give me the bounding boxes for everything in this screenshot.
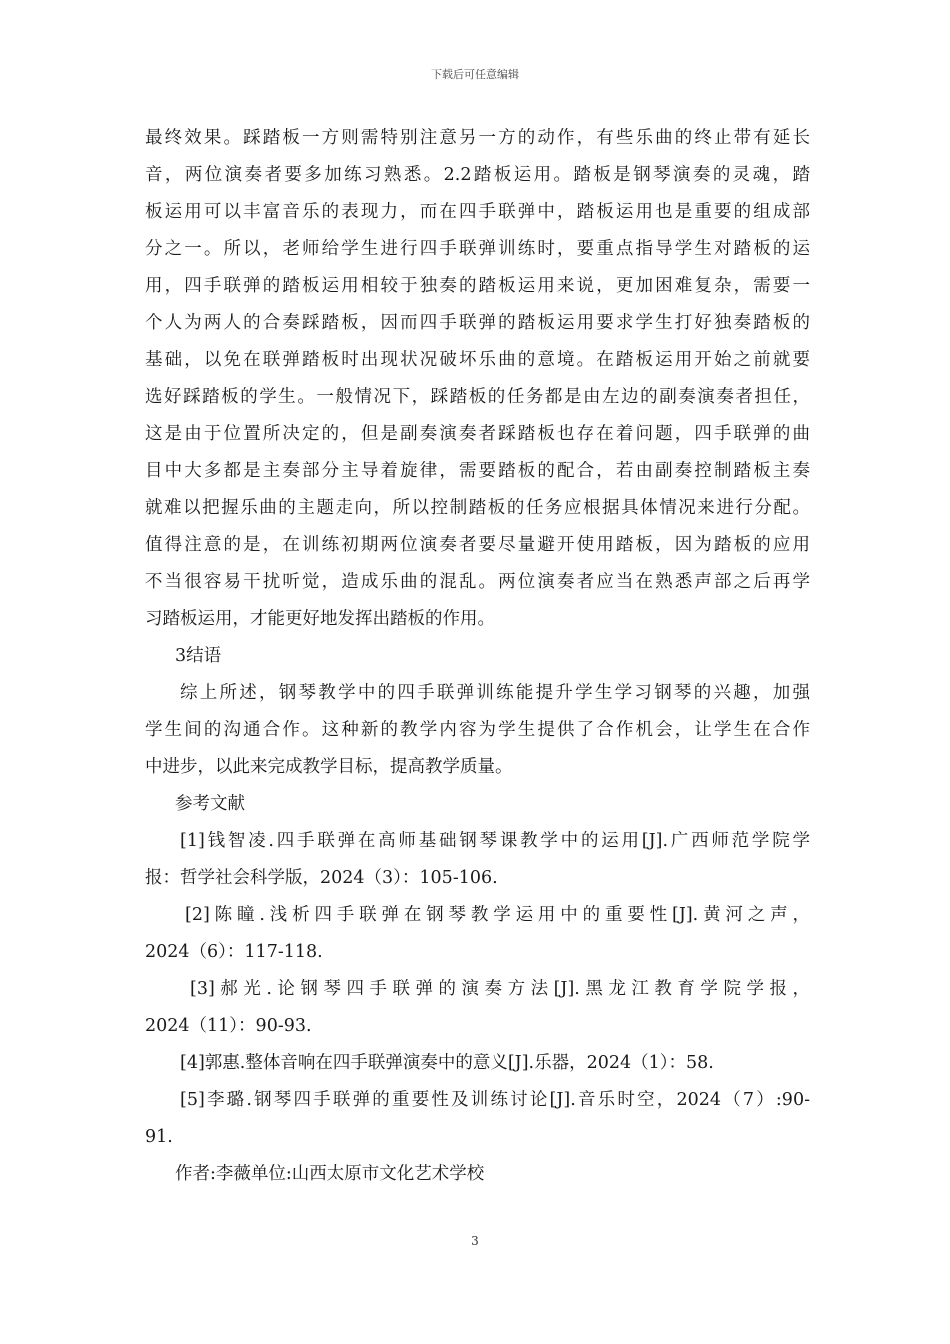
text-line: 中进步，以此来完成教学目标，提高教学质量。 (145, 757, 513, 777)
reference-line: [4]郭惠.整体音响在四手联弹演奏中的意义[J].乐器，2024（1）：58. (180, 1053, 714, 1073)
page-header: 下载后可任意编辑 (431, 68, 519, 81)
text-line: 板运用可以丰富音乐的表现力，而在四手联弹中，踏板运用也是重要的组成部 (145, 202, 810, 222)
reference-line: 报：哲学社会科学版，2024（3）：105-106. (145, 868, 498, 888)
section-heading-conclusion: 3结语 (175, 646, 222, 666)
paragraph-conclusion (145, 675, 810, 786)
reference-item (145, 897, 810, 971)
reference-item (145, 971, 810, 1045)
text-line: 选好踩踏板的学生。一般情况下，踩踏板的任务都是由左边的副奏演奏者担任， (145, 387, 810, 407)
text-line: 分之一。所以，老师给学生进行四手联弹训练时，要重点指导学生对踏板的运 (145, 239, 810, 259)
reference-list (145, 823, 810, 1156)
section-heading-references: 参考文献 (175, 794, 245, 814)
text-line: 音，两位演奏者要多加练习熟悉。2.2踏板运用。踏板是钢琴演奏的灵魂，踏 (145, 165, 810, 185)
reference-item (145, 1082, 810, 1156)
text-line: 目中大多都是主奏部分主导着旋律，需要踏板的配合，若由副奏控制踏板主奏 (145, 461, 810, 481)
text-line: 学生间的沟通合作。这种新的教学内容为学生提供了合作机会，让学生在合作 (145, 720, 810, 740)
document-body (145, 120, 810, 1193)
text-line: 个人为两人的合奏踩踏板，因而四手联弹的踏板运用要求学生打好独奏踏板的 (145, 313, 810, 333)
reference-line: [3]郝光.论钢琴四手联弹的演奏方法[J].黑龙江教育学院学报， (190, 979, 810, 999)
text-line: 这是由于位置所决定的，但是副奏演奏者踩踏板也存在着问题，四手联弹的曲 (145, 424, 810, 444)
text-line: 用，四手联弹的踏板运用相较于独奏的踏板运用来说，更加困难复杂，需要一 (145, 276, 810, 296)
author-affiliation: 作者:李薇单位:山西太原市文化艺术学校 (175, 1164, 485, 1184)
text-line: 最终效果。踩踏板一方则需特别注意另一方的动作，有些乐曲的终止带有延长 (145, 128, 810, 148)
text-line: 就难以把握乐曲的主题走向，所以控制踏板的任务应根据具体情况来进行分配。 (145, 498, 810, 518)
reference-line: 2024（6）：117-118. (145, 942, 323, 962)
text-line: 不当很容易干扰听觉，造成乐曲的混乱。两位演奏者应当在熟悉声部之后再学 (145, 572, 810, 592)
reference-line: 91. (145, 1127, 173, 1147)
text-line: 习踏板运用，才能更好地发挥出踏板的作用。 (145, 609, 495, 629)
reference-line: [2]陈瞳.浅析四手联弹在钢琴教学运用中的重要性[J].黄河之声， (185, 905, 810, 925)
reference-line: 2024（11）：90-93. (145, 1016, 312, 1036)
reference-line: [1]钱智凌.四手联弹在高师基础钢琴课教学中的运用[J].广西师范学院学 (180, 831, 810, 851)
paragraph-pedal (145, 120, 810, 638)
text-line: 综上所述，钢琴教学中的四手联弹训练能提升学生学习钢琴的兴趣，加强 (180, 683, 810, 703)
reference-item (145, 823, 810, 897)
reference-line: [5]李璐.钢琴四手联弹的重要性及训练讨论[J].音乐时空，2024（7）:90- (180, 1090, 810, 1110)
text-line: 基础，以免在联弹踏板时出现状况破坏乐曲的意境。在踏板运用开始之前就要 (145, 350, 810, 370)
text-line: 值得注意的是，在训练初期两位演奏者要尽量避开使用踏板，因为踏板的应用 (145, 535, 810, 555)
reference-item (145, 1045, 810, 1082)
page-number: 3 (471, 1234, 479, 1248)
